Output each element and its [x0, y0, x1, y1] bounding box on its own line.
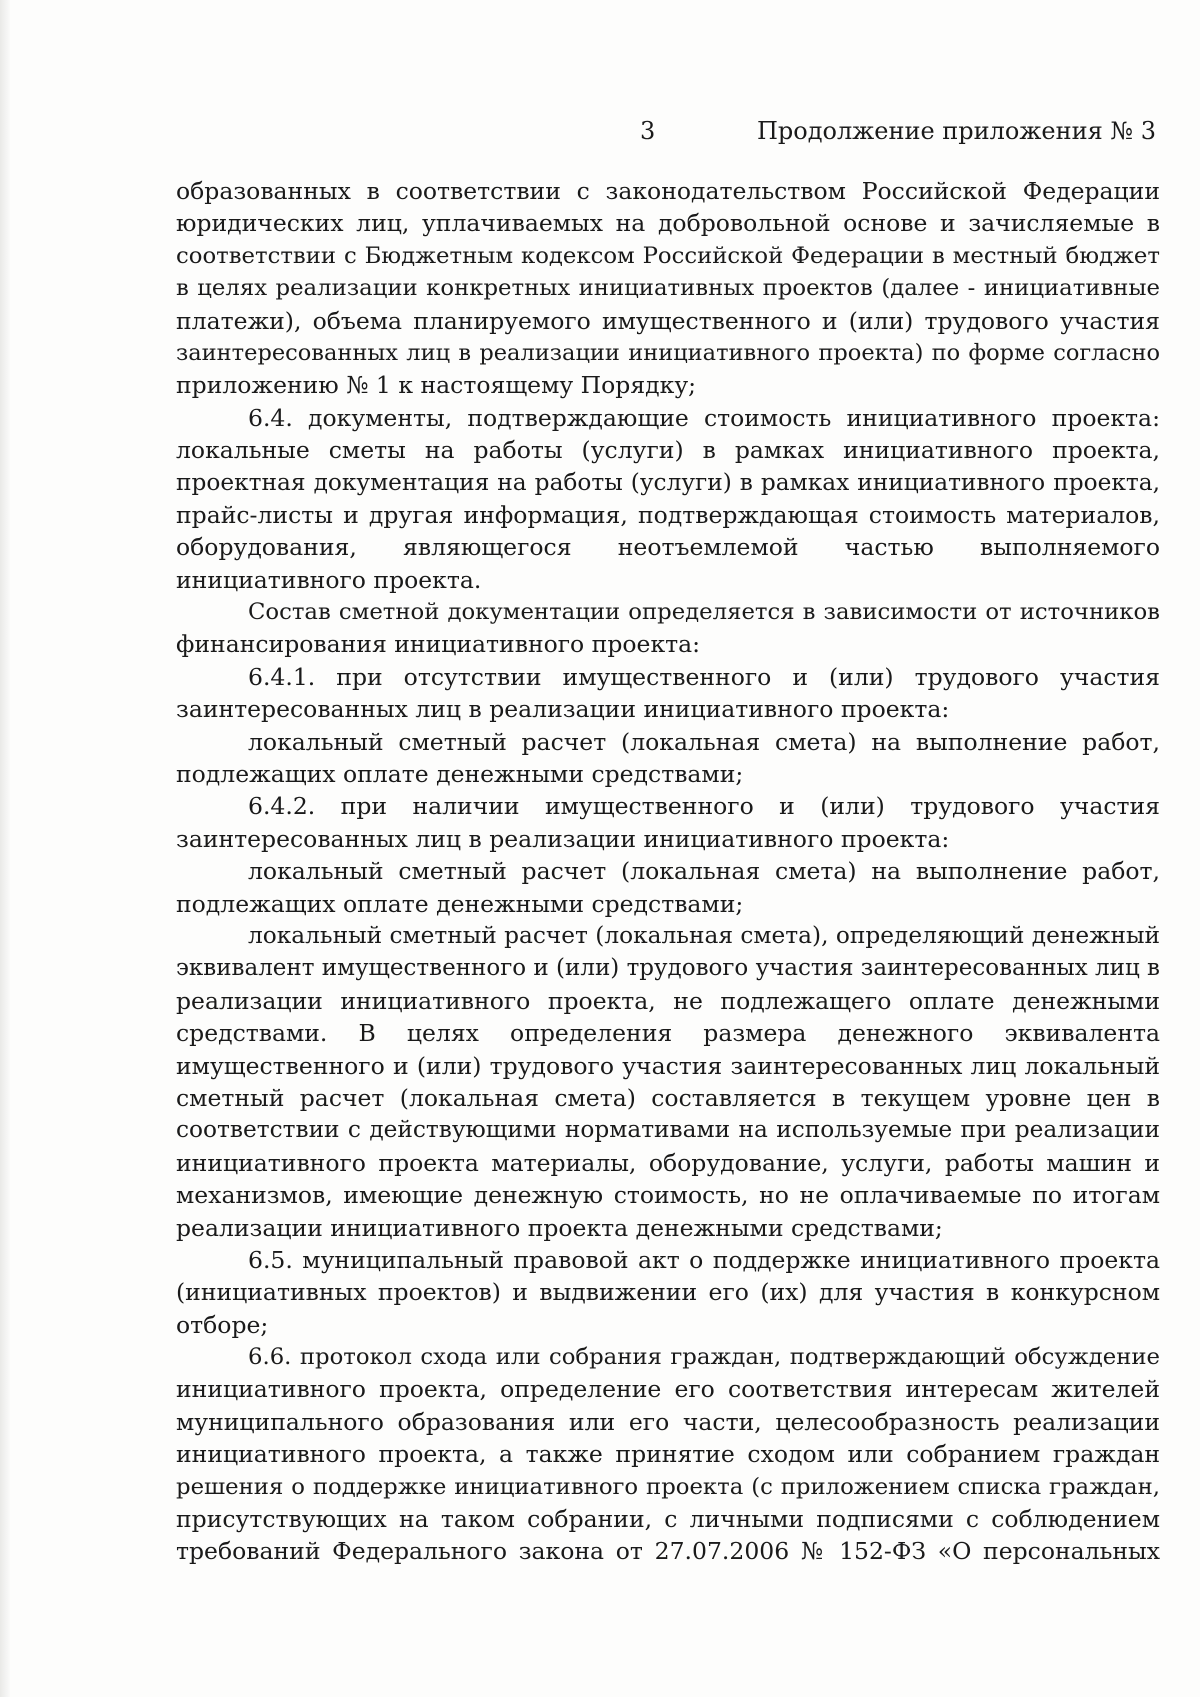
- text-line: подлежащих оплате денежными средствами;: [176, 889, 744, 918]
- text-line: заинтересованных лиц в реализации инициативного проекта:: [176, 695, 950, 724]
- text-line: образованных в соответствии с законодательством Российской Федерации: [176, 177, 1160, 205]
- text-line: заинтересованных лиц в реализации инициативного проекта:: [176, 824, 950, 853]
- text-line: инициативного проекта материалы, оборудование, услуги, работы машин и: [176, 1148, 1160, 1177]
- text-line: (инициативных проектов) и выдвижении его (их) для участия в конкурсном: [176, 1278, 1160, 1307]
- text-line: присутствующих на таком собрании, с личными подписями с соблюдением: [176, 1505, 1160, 1534]
- text-line: подлежащих оплате денежными средствами;: [176, 760, 744, 789]
- text-line: 6.5. муниципальный правовой акт о поддержке инициативного проекта: [248, 1245, 1160, 1274]
- text-line: 6.4.2. при наличии имущественного и (или) трудового участия: [248, 792, 1160, 821]
- page-number: 3: [640, 117, 656, 145]
- text-line: отборе;: [176, 1310, 269, 1339]
- text-line: заинтересованных лиц в реализации инициативного проекта) по форме согласно: [176, 339, 1160, 366]
- text-line: локальные сметы на работы (услуги) в рамках инициативного проекта,: [176, 436, 1160, 465]
- text-line: решения о поддержке инициативного проекта (с приложением списка граждан,: [176, 1473, 1160, 1500]
- text-line: реализации инициативного проекта, не подлежащего оплате денежными: [176, 986, 1160, 1015]
- text-line: механизмов, имеющие денежную стоимость, но не оплачиваемые по итогам: [176, 1181, 1160, 1210]
- text-line: инициативного проекта, определение его соответствия интересам жителей: [176, 1375, 1160, 1404]
- text-line: финансирования инициативного проекта:: [176, 630, 701, 659]
- text-line: платежи), объема планируемого имущественного и (или) трудового участия: [176, 306, 1160, 335]
- text-line: локальный сметный расчет (локальная смета), определяющий денежный: [248, 921, 1160, 949]
- text-line: локальный сметный расчет (локальная смета) на выполнение работ,: [248, 857, 1160, 886]
- text-line: прайс-листы и другая информация, подтверждающая стоимость материалов,: [176, 500, 1160, 529]
- text-line: проектная документация на работы (услуги) в рамках инициативного проекта,: [176, 468, 1160, 496]
- text-line: локальный сметный расчет (локальная смета) на выполнение работ,: [248, 727, 1160, 756]
- text-line: 6.4.1. при отсутствии имущественного и (или) трудового участия: [248, 662, 1160, 691]
- page-header: [0, 116, 1200, 156]
- text-line: приложению № 1 к настоящему Порядку;: [176, 371, 697, 400]
- text-line: сметный расчет (локальная смета) составляется в текущем уровне цен в: [176, 1083, 1160, 1112]
- document-body: [176, 175, 1160, 1568]
- text-line: муниципального образования или его части, целесообразность реализации: [176, 1407, 1160, 1436]
- text-line: реализации инициативного проекта денежными средствами;: [176, 1213, 943, 1242]
- text-line: в целях реализации конкретных инициативных проектов (далее - инициативные: [176, 275, 1160, 302]
- text-line: инициативного проекта.: [176, 565, 482, 594]
- text-line: эквивалент имущественного и (или) трудового участия заинтересованных лиц в: [176, 955, 1160, 982]
- text-line: оборудования, являющегося неотъемлемой частью выполняемого: [176, 533, 1160, 562]
- text-line: юридических лиц, уплачиваемых на добровольной основе и зачисляемые в: [176, 209, 1160, 238]
- scan-edge-shadow: [0, 0, 10, 1697]
- text-line: 6.4. документы, подтверждающие стоимость инициативного проекта:: [248, 403, 1160, 432]
- text-line: соответствии с Бюджетным кодексом Российской Федерации в местный бюджет: [176, 242, 1160, 269]
- text-line: Состав сметной документации определяется в зависимости от источников: [248, 599, 1160, 626]
- text-line: требований Федерального закона от 27.07.2006 № 152-ФЗ «О персональных: [176, 1537, 1160, 1566]
- appendix-continuation-label: Продолжение приложения № 3: [756, 117, 1156, 145]
- text-line: средствами. В целях определения размера денежного эквивалента: [176, 1019, 1160, 1048]
- text-line: инициативного проекта, а также принятие сходом или собранием граждан: [176, 1440, 1160, 1469]
- text-line: имущественного и (или) трудового участия заинтересованных лиц локальный: [176, 1051, 1160, 1080]
- text-line: 6.6. протокол схода или собрания граждан, подтверждающий обсуждение: [248, 1344, 1160, 1371]
- text-line: соответствии с действующими нормативами на используемые при реализации: [176, 1116, 1160, 1144]
